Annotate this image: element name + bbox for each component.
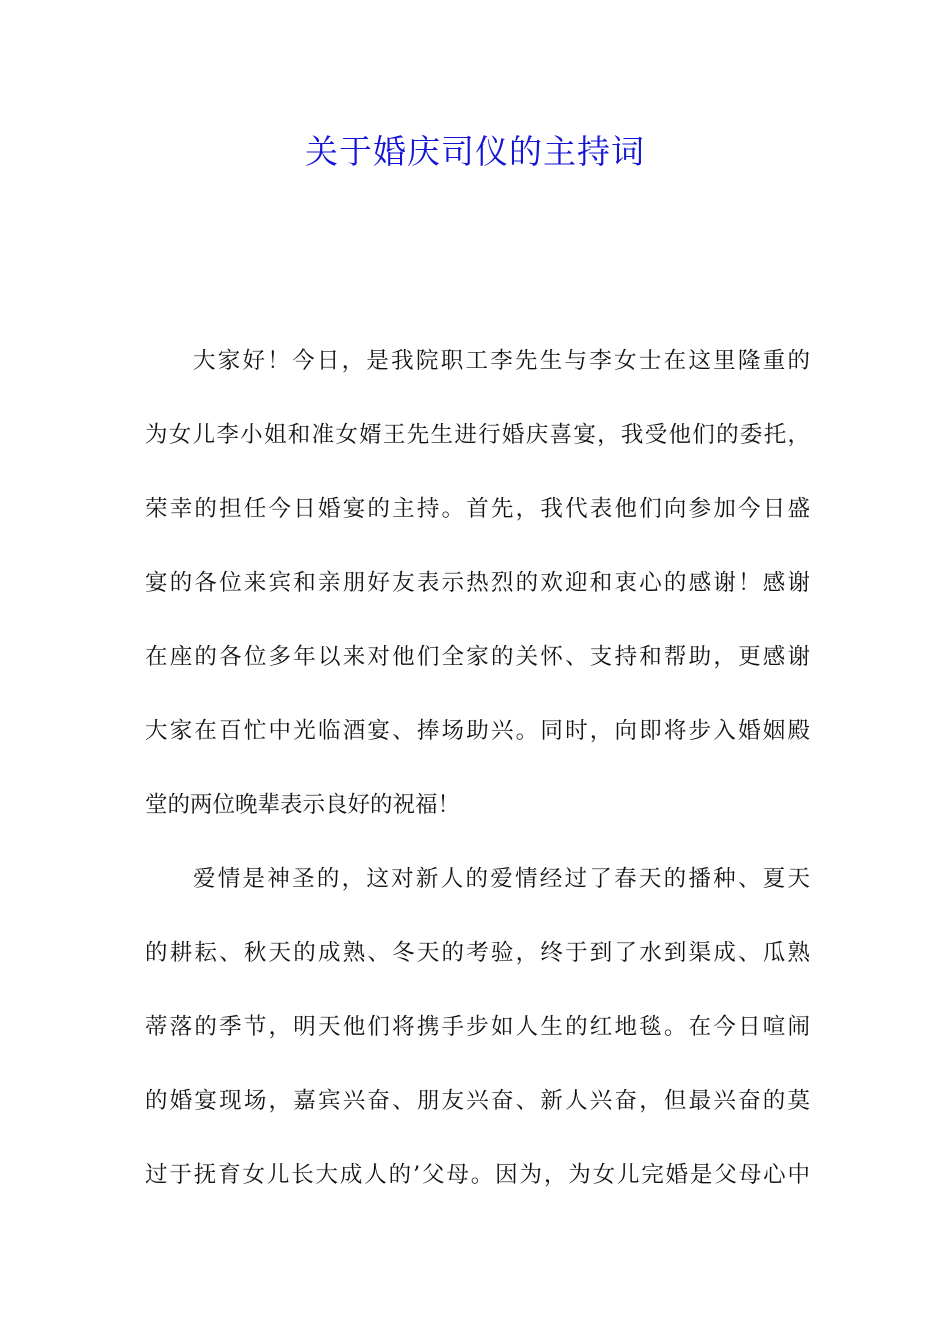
paragraph-line: 为女儿李小姐和准女婿王先生进行婚庆喜宴，我受他们的委托， <box>145 422 810 448</box>
paragraph-1 <box>145 336 810 830</box>
document-body <box>145 336 810 1224</box>
paragraph-line: 大家在百忙中光临酒宴、捧场助兴。同时，向即将步入婚姻殿 <box>145 718 810 744</box>
paragraph-line: 过于抚育女儿长大成人的’父母。因为，为女儿完婚是父母心中 <box>145 1162 810 1188</box>
document-title: 关于婚庆司仪的主持词 <box>305 132 645 171</box>
paragraph-line: 荣幸的担任今日婚宴的主持。首先，我代表他们向参加今日盛 <box>145 496 810 522</box>
paragraph-line: 在座的各位多年以来对他们全家的关怀、支持和帮助，更感谢 <box>145 644 810 670</box>
paragraph-line: 的耕耘、秋天的成熟、冬天的考验，终于到了水到渠成、瓜熟 <box>145 940 810 966</box>
paragraph-2 <box>145 854 810 1200</box>
paragraph-line: 爱情是神圣的，这对新人的爱情经过了春天的播种、夏天 <box>193 866 810 892</box>
paragraph-line: 蒂落的季节，明天他们将携手步如人生的红地毯。在今日喧闹 <box>145 1014 810 1040</box>
paragraph-line: 堂的两位晚辈表示良好的祝福！ <box>145 792 461 818</box>
paragraph-line: 宴的各位来宾和亲朋好友表示热烈的欢迎和衷心的感谢！感谢 <box>145 570 810 596</box>
paragraph-line: 的婚宴现场，嘉宾兴奋、朋友兴奋、新人兴奋，但最兴奋的莫 <box>145 1088 810 1114</box>
paragraph-line: 大家好！今日，是我院职工李先生与李女士在这里隆重的 <box>193 348 810 374</box>
